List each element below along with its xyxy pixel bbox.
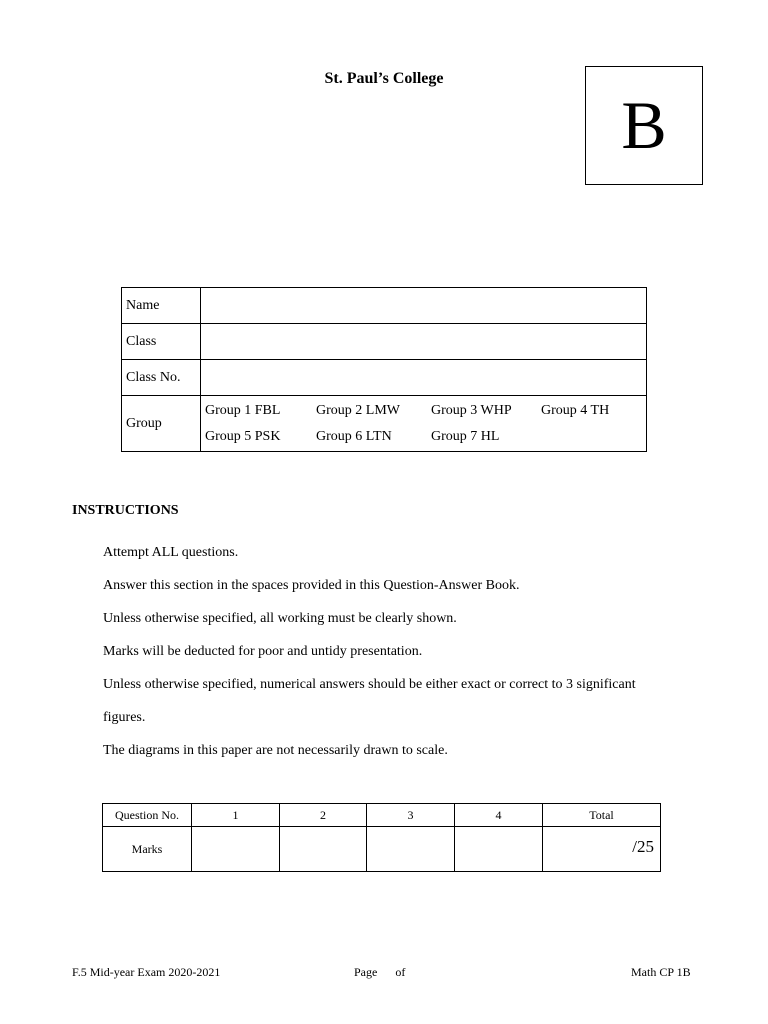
class-no-row <box>122 360 647 396</box>
of-label: of <box>395 965 406 979</box>
group-options <box>201 396 647 452</box>
total-marks-value: /25 <box>632 837 654 856</box>
school-title: St. Paul’s College <box>324 70 444 87</box>
marks-label: Marks <box>103 827 192 872</box>
instructions-list <box>103 536 703 767</box>
marks-row <box>103 827 661 872</box>
instructions-heading: INSTRUCTIONS <box>72 503 179 518</box>
group-option[interactable]: Group 3 WHP <box>431 402 512 418</box>
group-option[interactable]: Group 2 LMW <box>316 402 400 418</box>
paper-code-box <box>585 66 703 185</box>
question-header: 2 <box>280 804 367 827</box>
question-no-header: Question No. <box>103 804 192 827</box>
marks-cell[interactable] <box>192 827 280 872</box>
marks-table <box>102 803 661 872</box>
total-marks-cell[interactable] <box>543 827 661 872</box>
marks-cell[interactable] <box>280 827 367 872</box>
question-header: 4 <box>455 804 543 827</box>
instruction-line: Marks will be deducted for poor and untidy presentation. <box>103 644 423 659</box>
group-option[interactable]: Group 1 FBL <box>205 402 281 418</box>
instruction-line: figures. <box>103 710 146 725</box>
question-header: 3 <box>367 804 455 827</box>
class-row <box>122 324 647 360</box>
class-label: Class <box>122 324 201 360</box>
footer-page-number <box>354 965 405 980</box>
name-label: Name <box>122 288 201 324</box>
class-no-label: Class No. <box>122 360 201 396</box>
student-info-table <box>121 287 647 452</box>
name-row <box>122 288 647 324</box>
class-field[interactable] <box>201 324 647 360</box>
total-header: Total <box>543 804 661 827</box>
question-header: 1 <box>192 804 280 827</box>
marks-cell[interactable] <box>455 827 543 872</box>
footer-exam-name: F.5 Mid-year Exam 2020-2021 <box>72 965 221 979</box>
page-label: Page <box>354 965 378 979</box>
instruction-line: Attempt ALL questions. <box>103 545 239 560</box>
group-option[interactable]: Group 5 PSK <box>205 428 281 444</box>
footer-subject: Math CP 1B <box>631 965 691 979</box>
instruction-line: Answer this section in the spaces provided in this Question-Answer Book. <box>103 578 520 593</box>
paper-code: B <box>621 87 667 163</box>
instruction-line: Unless otherwise specified, numerical answers should be either exact or correct to 3 significant <box>103 677 636 692</box>
group-row <box>122 396 647 452</box>
group-option[interactable]: Group 7 HL <box>431 428 500 444</box>
group-label: Group <box>122 396 201 452</box>
instruction-line: Unless otherwise specified, all working must be clearly shown. <box>103 611 457 626</box>
group-option[interactable]: Group 6 LTN <box>316 428 392 444</box>
instruction-line: The diagrams in this paper are not necessarily drawn to scale. <box>103 743 448 758</box>
group-option[interactable]: Group 4 TH <box>541 402 610 418</box>
marks-cell[interactable] <box>367 827 455 872</box>
class-no-field[interactable] <box>201 360 647 396</box>
marks-header-row <box>103 804 661 827</box>
name-field[interactable] <box>201 288 647 324</box>
